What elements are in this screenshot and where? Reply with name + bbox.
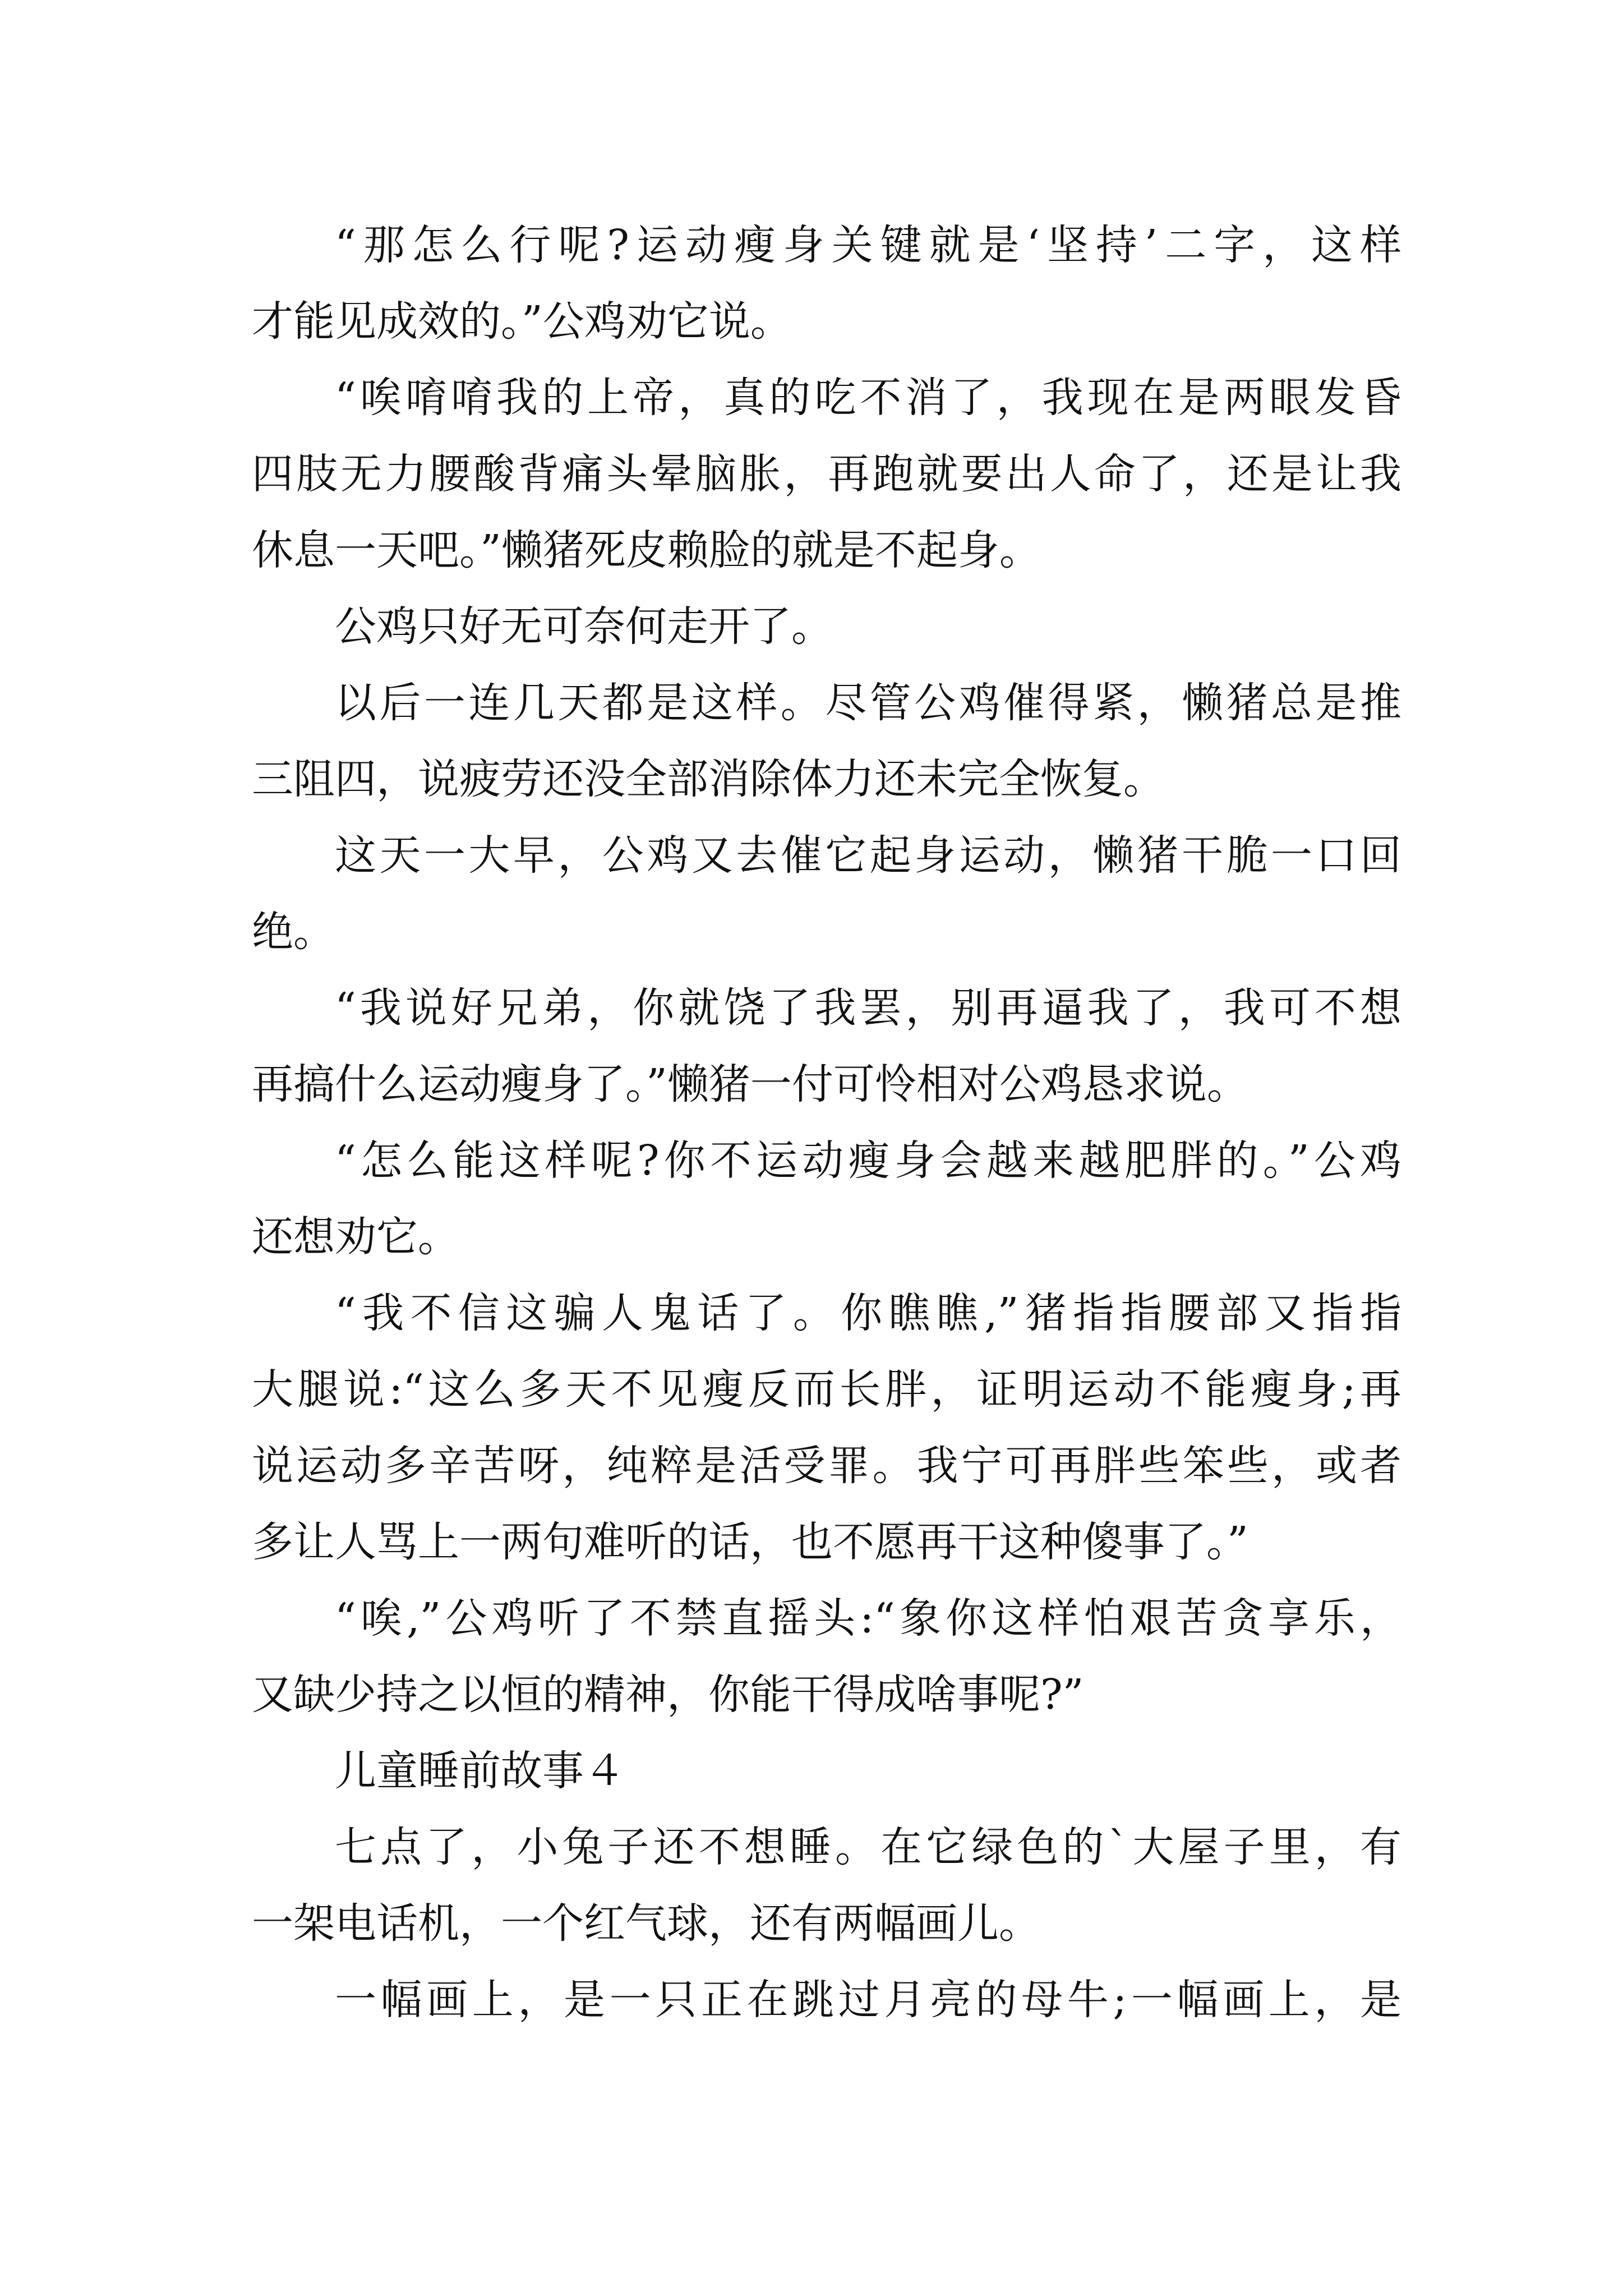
text-line: 四肢无力腰酸背痛头晕脑胀，再跑就要出人命了，还是让我 [252, 450, 1401, 498]
text-line: “唉唷唷我的上帝，真的吃不消了，我现在是两眼发昏 [335, 374, 1401, 422]
text-line: “唉,”公鸡听了不禁直摇头:“象你这样怕艰苦贪享乐， [335, 1594, 1401, 1642]
text-line: 才能见成效的。”公鸡劝它说。 [252, 297, 792, 346]
text-line: 一幅画上，是一只正在跳过月亮的母牛;一幅画上，是 [335, 1976, 1401, 2024]
section-heading: 儿童睡前故事４ [335, 1747, 625, 1795]
text-line: 一架电话机，一个红气球，还有两幅画儿。 [252, 1899, 1040, 1948]
text-line: 公鸡只好无可奈何走开了。 [335, 602, 833, 651]
text-line: 大腿说:“这么多天不见瘦反而长胖，证明运动不能瘦身;再 [252, 1365, 1401, 1414]
text-line: 绝。 [252, 908, 335, 956]
text-line: 七点了，小兔子还不想睡。在它绿色的`大屋子里，有 [335, 1823, 1401, 1871]
text-line: 三阻四，说疲劳还没全部消除体力还未完全恢复。 [252, 755, 1165, 803]
text-line: 休息一天吧。”懒猪死皮赖脸的就是不起身。 [252, 526, 1041, 574]
text-line: “我不信这骗人鬼话了。你瞧瞧,”猪指指腰部又指指 [335, 1289, 1401, 1337]
text-line: “我说好兄弟，你就饶了我罢，别再逼我了，我可不想 [335, 984, 1401, 1032]
text-line: 又缺少持之以恒的精神，你能干得成啥事呢?” [252, 1671, 1084, 1719]
text-line: “怎么能这样呢?你不运动瘦身会越来越肥胖的。”公鸡 [335, 1137, 1401, 1185]
text-line: 还想劝它。 [252, 1213, 459, 1261]
text-line: 说运动多辛苦呀，纯粹是活受罪。我宁可再胖些笨些，或者 [252, 1442, 1401, 1490]
text-line: 多让人骂上一两句难听的话，也不愿再干这种傻事了。” [252, 1518, 1248, 1566]
text-line: 这天一大早，公鸡又去催它起身运动，懒猪干脆一口回 [335, 831, 1401, 880]
text-line: 再搞什么运动瘦身了。”懒猪一付可怜相对公鸡恳求说。 [252, 1060, 1248, 1108]
text-line: 以后一连几天都是这样。尽管公鸡催得紧，懒猪总是推 [335, 679, 1401, 727]
text-line: “那怎么行呢?运动瘦身关键就是‘坚持’二字，这样 [335, 221, 1401, 269]
